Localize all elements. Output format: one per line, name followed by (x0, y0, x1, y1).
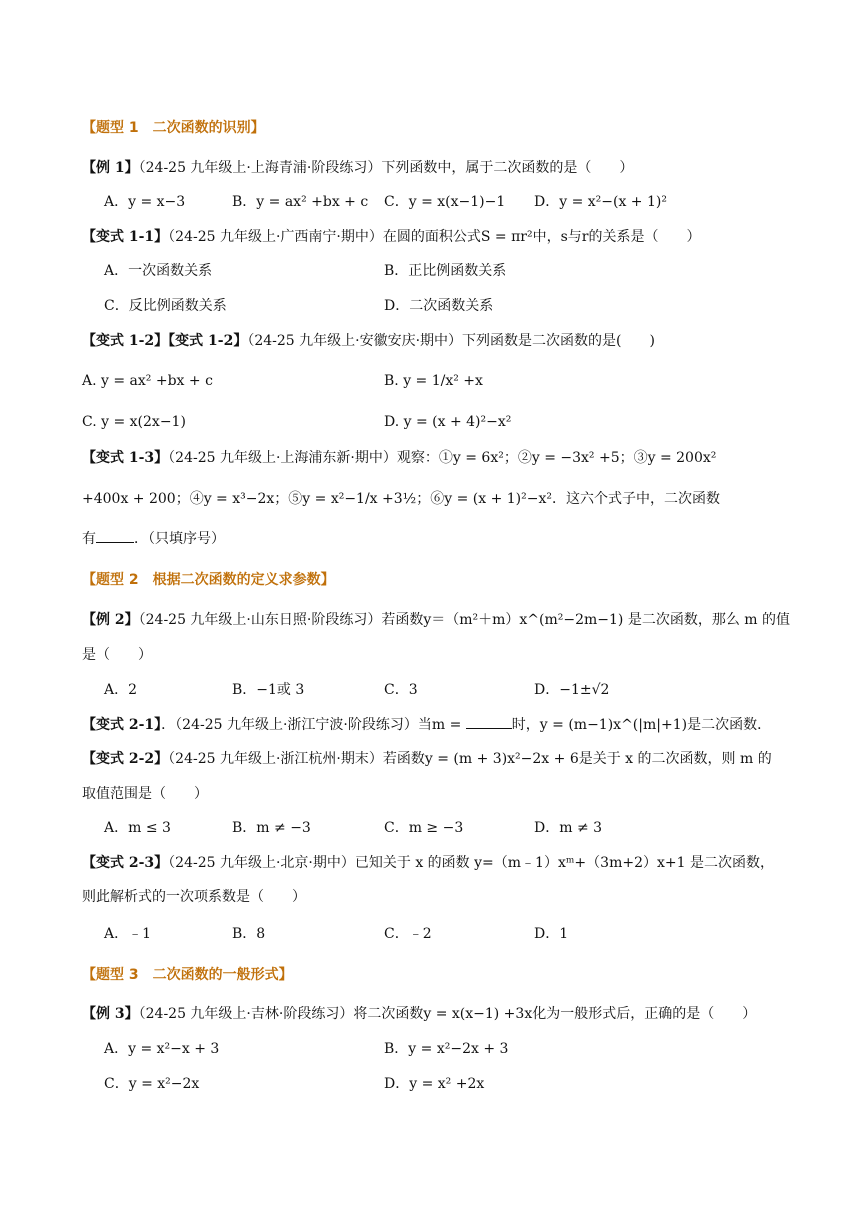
text-before-blank: ．（24-25 九年级上·浙江宁波·阶段练习）当m = (161, 717, 466, 733)
option-a: A．2 (104, 682, 138, 698)
option-b: B．y = ax² +bx + c (232, 194, 369, 210)
option-d: D. y = (x + 4)²−x² (384, 414, 512, 430)
option-c: C．m ≥ −3 (384, 820, 464, 836)
question-stem-line1: （24-25 九年级上·浙江杭州·期末）若函数y = (m + 3)x²−2x + 6是关于 x 的二次函数，则 m 的 (168, 751, 772, 767)
option-c: C．3 (384, 682, 418, 698)
question-tag: 【变式 1-1】 (82, 229, 169, 245)
variant-2-1 (82, 714, 771, 735)
answer-blank[interactable] (466, 714, 512, 729)
option-c: C．y = x(x−1)−1 (384, 194, 506, 210)
answer-blank[interactable] (96, 528, 134, 543)
question-tag: 【变式 2-1】 (82, 717, 162, 733)
question-stem-line2: +400x + 200；④y = x³−2x；⑤y = x²−1/x +3½；⑥y = (x + 1)²−x²．这六个式子中，二次函数 (82, 491, 720, 507)
variant-1-1 (82, 227, 701, 247)
option-a: A．y = x²−x + 3 (104, 1041, 220, 1057)
question-tag: 【变式 1-3】 (82, 450, 169, 466)
question-tag: 【例 2】 (82, 612, 139, 628)
question-stem: （24-25 九年级上·广西南宁·期中）在圆的面积公式S = πr²中，s与r的关系是（ ） (168, 229, 701, 245)
option-a: A．m ≤ 3 (104, 820, 171, 836)
option-d: D．二次函数关系 (384, 298, 494, 314)
section-heading-1: 【题型 1 二次函数的识别】 (82, 120, 265, 136)
option-d: D．y = x² +2x (384, 1076, 485, 1092)
question-stem: （24-25 九年级上·安徽安庆·期中）下列函数是二次函数的是( ) (247, 333, 655, 349)
option-c: C．反比例函数关系 (104, 298, 227, 314)
option-a: A．﹣1 (104, 926, 152, 942)
text-before-blank: 有 (82, 531, 96, 547)
example-2 (82, 610, 790, 630)
question-tag: 【变式 1-2】【变式 1-2】 (82, 333, 248, 349)
question-tag: 【例 3】 (82, 1006, 139, 1022)
option-b: B．y = x²−2x + 3 (384, 1041, 509, 1057)
option-d: D．−1±√2 (534, 682, 610, 698)
question-stem: （24-25 九年级上·吉林·阶段练习）将二次函数y = x(x−1) +3x化为一般形式后，正确的是（ ） (138, 1006, 757, 1022)
question-stem-line2: 是（ ） (82, 647, 152, 663)
text-after-blank: ．（只填序号） (134, 531, 225, 547)
question-stem-line1: （24-25 九年级上·山东日照·阶段练习）若函数y＝（m²＋m）x^(m²−2m−1) 是二次函数，那么 m 的值 (138, 612, 791, 628)
section-heading-2: 【题型 2 根据二次函数的定义求参数】 (82, 572, 335, 588)
option-b: B．8 (232, 926, 266, 942)
option-c: C．y = x²−2x (104, 1076, 200, 1092)
text-after-blank: 时，y = (m−1)x^(|m|+1)是二次函数． (511, 717, 772, 733)
variant-2-3 (82, 853, 774, 873)
question-stem: （24-25 九年级上·上海青浦·阶段练习）下列函数中，属于二次函数的是（ ） (138, 160, 634, 176)
example-1 (82, 158, 633, 178)
variant-1-3 (82, 448, 716, 468)
question-stem-line1: （24-25 九年级上·北京·期中）已知关于 x 的函数 y=（m﹣1）xᵐ+（3m+2）x+1 是二次函数， (168, 855, 774, 871)
option-a: A. y = ax² +bx + c (82, 373, 213, 389)
option-b: B. y = 1/x² +x (384, 373, 483, 389)
option-b: B．正比例函数关系 (384, 263, 507, 279)
section-heading-3: 【题型 3 二次函数的一般形式】 (82, 967, 293, 983)
option-b: B．−1或 3 (232, 682, 305, 698)
question-stem-line3 (82, 528, 225, 549)
example-3 (82, 1004, 756, 1024)
question-tag: 【变式 2-3】 (82, 855, 169, 871)
option-b: B．m ≠ −3 (232, 820, 311, 836)
question-stem-line2: 则此解析式的一次项系数是（ ） (82, 889, 306, 905)
option-d: D．1 (534, 926, 569, 942)
variant-2-2 (82, 749, 772, 769)
option-d: D．y = x²−(x + 1)² (534, 194, 667, 210)
variant-1-2 (82, 331, 655, 351)
question-stem-line2: 取值范围是（ ） (82, 786, 208, 802)
option-d: D．m ≠ 3 (534, 820, 603, 836)
option-c: C. y = x(2x−1) (82, 414, 186, 430)
option-a: A．y = x−3 (104, 194, 186, 210)
question-tag: 【例 1】 (82, 160, 139, 176)
question-tag: 【变式 2-2】 (82, 751, 169, 767)
question-stem-line1: （24-25 九年级上·上海浦东新·期中）观察：①y = 6x²；②y = −3x² +5；③y = 200x² (168, 450, 717, 466)
option-c: C．﹣2 (384, 926, 432, 942)
option-a: A．一次函数关系 (104, 263, 213, 279)
